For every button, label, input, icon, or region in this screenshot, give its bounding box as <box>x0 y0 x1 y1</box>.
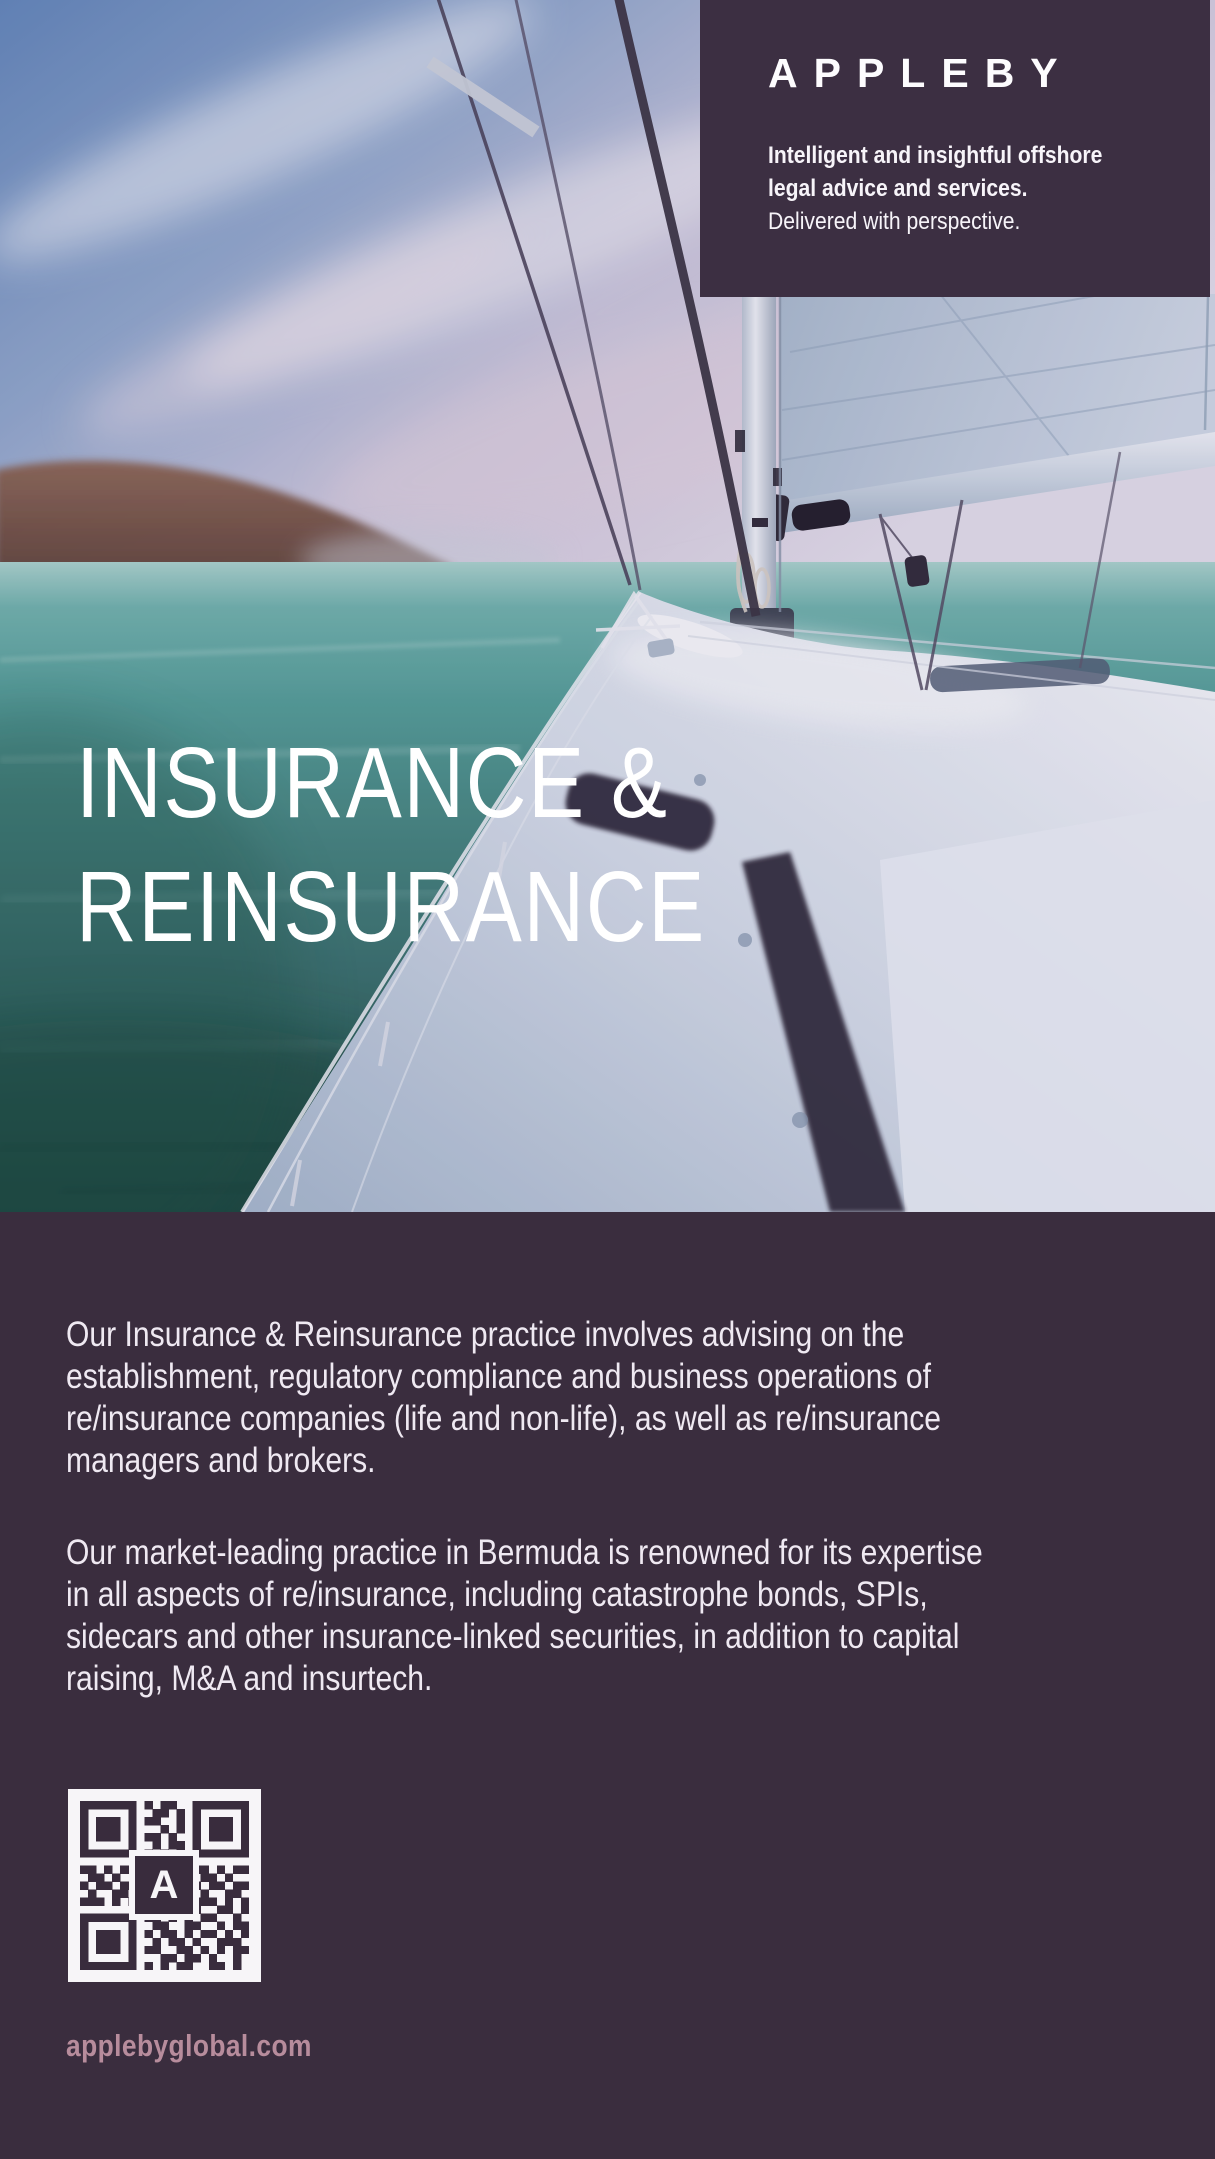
brand-box <box>700 0 1210 297</box>
title-line-1: INSURANCE & <box>76 727 669 839</box>
paragraph-line: raising, M&A and insurtech. <box>66 1659 433 1698</box>
qr-code[interactable] <box>68 1789 261 1982</box>
brand-tagline <box>768 139 1102 238</box>
page-title <box>76 721 706 969</box>
expertise-paragraph <box>66 1532 983 1700</box>
paragraph-line: sidecars and other insurance-linked securities, in addition to capital <box>66 1617 960 1656</box>
tagline-line-3: Delivered with perspective. <box>768 208 1021 235</box>
paragraph-line: managers and brokers. <box>66 1441 376 1480</box>
intro-paragraph <box>66 1314 941 1482</box>
brand-logo: APPLEBY <box>768 50 1074 96</box>
paragraph-line: establishment, regulatory compliance and business operations of <box>66 1357 932 1396</box>
qr-center-logo: A <box>135 1856 193 1914</box>
title-line-2: REINSURANCE <box>76 851 706 963</box>
paragraph-line: in all aspects of re/insurance, including catastrophe bonds, SPIs, <box>66 1575 928 1614</box>
paragraph-line: Our Insurance & Reinsurance practice involves advising on the <box>66 1315 905 1354</box>
website-url[interactable]: applebyglobal.com <box>66 2028 312 2063</box>
paragraph-line: Our market-leading practice in Bermuda is renowned for its expertise <box>66 1533 983 1572</box>
paragraph-line: re/insurance companies (life and non-life), as well as re/insurance <box>66 1399 942 1438</box>
tagline-line-1: Intelligent and insightful offshore <box>768 142 1103 169</box>
tagline-line-2: legal advice and services. <box>768 175 1028 202</box>
